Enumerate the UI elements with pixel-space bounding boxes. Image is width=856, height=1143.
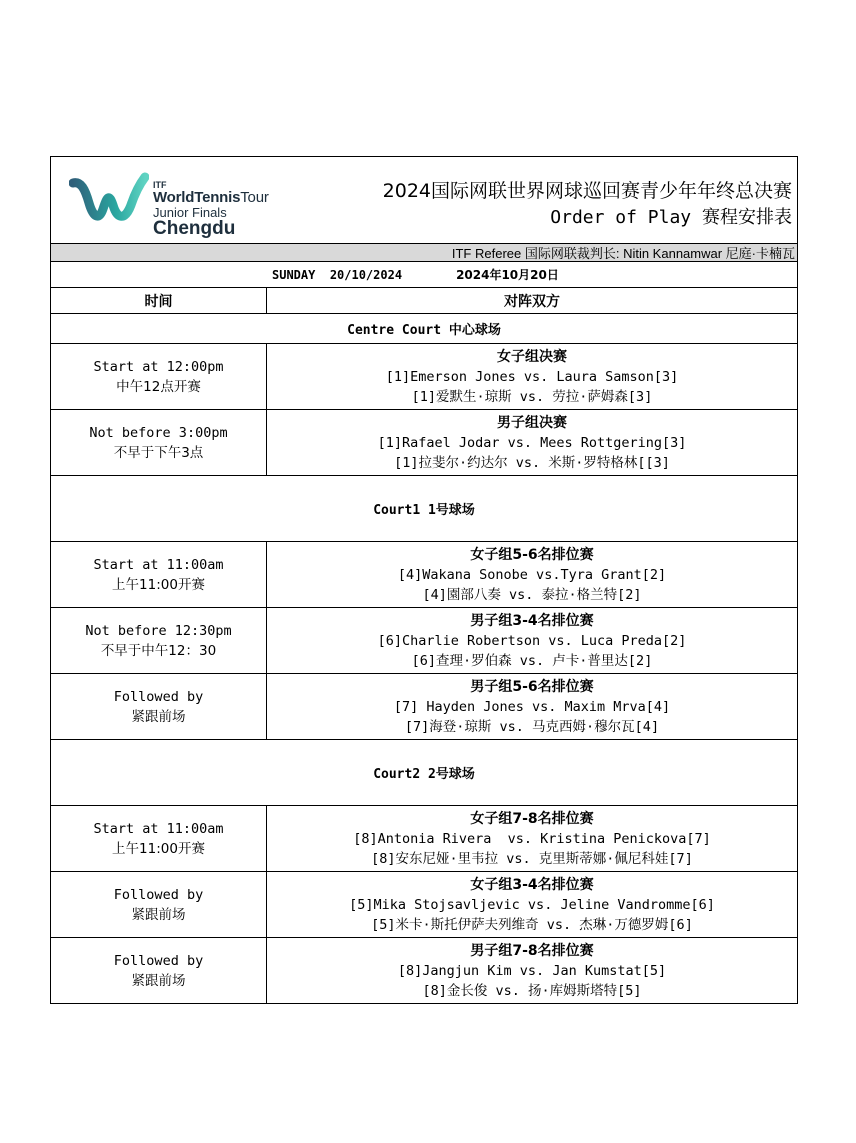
title-en-text: Order of Play	[550, 207, 692, 228]
match-details	[267, 542, 797, 607]
match-time	[51, 542, 267, 607]
players-cn: [8]安东尼娅·里韦拉 vs. 克里斯蒂娜·佩尼科娃[7]	[371, 850, 693, 867]
players-cn: [5]米卡·斯托伊萨夫列维奇 vs. 杰琳·万德罗姆[6]	[371, 916, 693, 933]
match-time	[51, 938, 267, 1003]
match-details	[267, 344, 797, 409]
players-cn: [1]拉斐尔·约达尔 vs. 米斯·罗特格林[[3]	[394, 454, 670, 471]
players-cn: [4]園部八奏 vs. 泰拉·格兰特[2]	[422, 586, 642, 603]
time-cn: 不早于中午12：30	[100, 642, 217, 659]
players-cn: [1]爱默生·琼斯 vs. 劳拉·萨姆森[3]	[411, 388, 653, 405]
match-details	[267, 806, 797, 871]
header-row	[51, 157, 797, 243]
players-en: [8]Antonia Rivera vs. Kristina Penickova[7]	[353, 830, 711, 847]
match-row	[51, 871, 797, 937]
match-details	[267, 938, 797, 1003]
referee-row	[51, 243, 797, 261]
time-en: Followed by	[113, 952, 204, 969]
event-name: 女子组7-8名排位赛	[470, 810, 594, 827]
date-cn: 2024年10月20日	[456, 268, 559, 282]
time-cn: 上午11:00开赛	[112, 840, 205, 857]
match-details	[267, 410, 797, 475]
event-name: 女子组决赛	[497, 348, 567, 365]
page-title-cn: 2024国际网联世界网球巡回赛青少年年终总决赛	[382, 180, 792, 202]
order-of-play-table	[50, 156, 798, 1004]
time-en: Start at 11:00am	[93, 556, 224, 573]
match-row	[51, 409, 797, 475]
court-name: Court2 2号球场	[373, 767, 475, 782]
event-name: 男子组决赛	[497, 414, 567, 431]
logo-sub: Junior Finals	[153, 205, 227, 220]
match-details	[267, 872, 797, 937]
tournament-logo	[69, 167, 309, 237]
players-en: [8]Jangjun Kim vs. Jan Kumstat[5]	[397, 962, 667, 979]
time-cn: 中午12点开赛	[116, 378, 201, 395]
match-row	[51, 343, 797, 409]
match-time	[51, 608, 267, 673]
column-headers	[51, 287, 797, 313]
logo-wordmark	[153, 181, 269, 238]
logo-itf: ITF	[153, 180, 167, 190]
match-row	[51, 541, 797, 607]
match-row	[51, 673, 797, 739]
court-header-1	[51, 475, 797, 541]
court-header-2	[51, 739, 797, 805]
players-cn: [6]查理·罗伯森 vs. 卢卡·普里达[2]	[411, 652, 653, 669]
logo-brand-bold: WorldTennis	[153, 189, 241, 206]
date-row	[51, 261, 797, 287]
wtt-logo-icon	[69, 169, 149, 229]
time-cn: 紧跟前场	[131, 708, 186, 725]
date-en: 20/10/2024	[329, 267, 403, 282]
date-day	[272, 268, 402, 282]
players-en: [1]Rafael Jodar vs. Mees Rottgering[3]	[377, 434, 687, 451]
court-header-centre	[51, 313, 797, 343]
logo-brand-light: Tour	[240, 189, 269, 206]
players-cn: [7]海登·琼斯 vs. 马克西姆·穆尔瓦[4]	[404, 718, 660, 735]
event-name: 男子组7-8名排位赛	[470, 942, 594, 959]
logo-city: Chengdu	[153, 218, 236, 239]
time-en: Start at 11:00am	[93, 820, 224, 837]
time-cn: 紧跟前场	[131, 906, 186, 923]
time-en: Followed by	[113, 688, 204, 705]
column-time: 时间	[51, 288, 267, 313]
time-en: Followed by	[113, 886, 204, 903]
day-label: SUNDAY	[272, 267, 316, 282]
referee-text: ITF Referee 国际网联裁判长: Nitin Kannamwar 尼庭·卡楠瓦	[451, 246, 795, 261]
column-match: 对阵双方	[504, 293, 560, 310]
title-en-cn: 赛程安排表	[702, 207, 792, 228]
match-row	[51, 937, 797, 1003]
event-name: 女子组5-6名排位赛	[470, 546, 594, 563]
players-en: [5]Mika Stojsavljevic vs. Jeline Vandromme[6]	[349, 896, 715, 913]
event-name: 男子组5-6名排位赛	[470, 678, 594, 695]
players-en: [7] Hayden Jones vs. Maxim Mrva[4]	[393, 698, 671, 715]
time-en: Start at 12:00pm	[93, 358, 224, 375]
page-title-en	[550, 203, 792, 229]
time-cn: 紧跟前场	[131, 972, 186, 989]
players-en: [6]Charlie Robertson vs. Luca Preda[2]	[377, 632, 687, 649]
time-cn: 上午11:00开赛	[112, 576, 205, 593]
match-time	[51, 806, 267, 871]
court-name: Court1 1号球场	[373, 503, 475, 518]
match-time	[51, 674, 267, 739]
match-row	[51, 805, 797, 871]
time-cn: 不早于下午3点	[113, 444, 204, 461]
time-en: Not before 12:30pm	[85, 622, 232, 639]
match-time	[51, 410, 267, 475]
match-details	[267, 608, 797, 673]
logo-brand	[153, 190, 269, 205]
players-cn: [8]金长俊 vs. 扬·库姆斯塔特[5]	[422, 982, 642, 999]
match-row	[51, 607, 797, 673]
event-name: 男子组3-4名排位赛	[470, 612, 594, 629]
court-name: Centre Court 中心球场	[347, 323, 501, 338]
match-details	[267, 674, 797, 739]
match-time	[51, 344, 267, 409]
match-time	[51, 872, 267, 937]
time-en: Not before 3:00pm	[89, 424, 228, 441]
event-name: 女子组3-4名排位赛	[470, 876, 594, 893]
players-en: [1]Emerson Jones vs. Laura Samson[3]	[385, 368, 679, 385]
players-en: [4]Wakana Sonobe vs.Tyra Grant[2]	[397, 566, 667, 583]
